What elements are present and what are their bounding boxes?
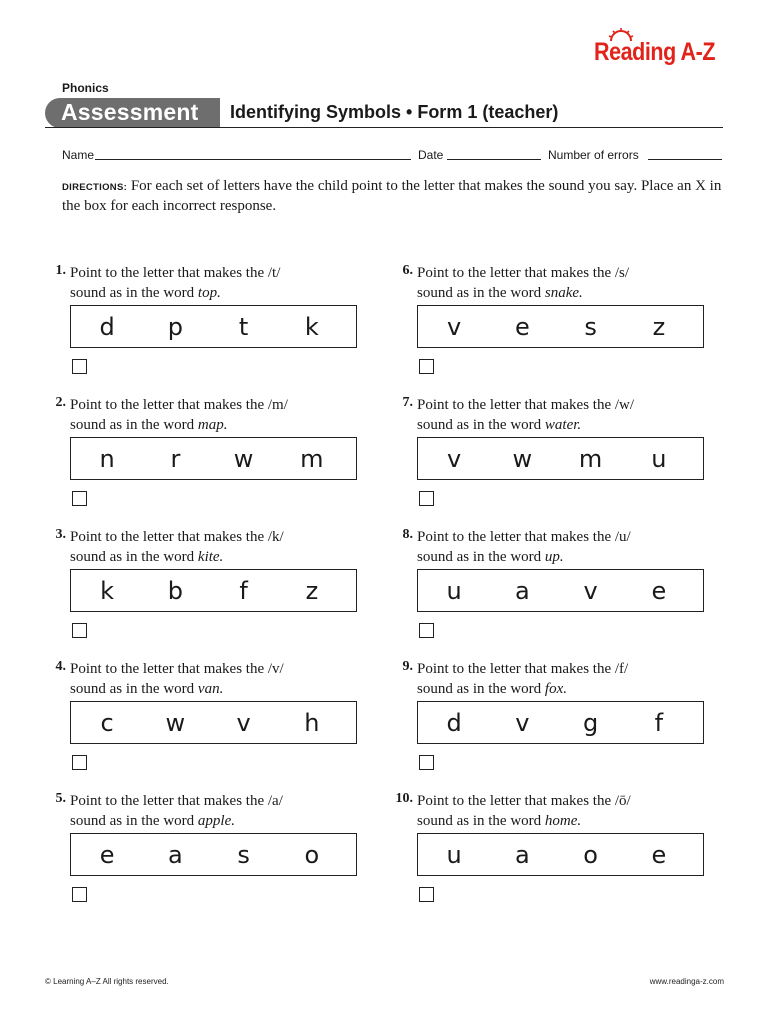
question-prompt: Point to the letter that makes the /ō/ sound as in the word home. [417, 793, 631, 829]
letter-choice[interactable]: z [305, 576, 319, 605]
question-prompt: Point to the letter that makes the /m/ sound as in the word map. [70, 397, 288, 433]
error-checkbox[interactable] [72, 623, 87, 638]
question-number: 7. [402, 395, 413, 410]
question-number: 3. [55, 527, 66, 542]
question-prompt: Point to the letter that makes the /w/ sound as in the word water. [417, 397, 635, 433]
assessment-tab [45, 98, 220, 128]
subject-label: Phonics [62, 81, 109, 95]
letter-choice[interactable]: e [651, 840, 667, 869]
letter-choice[interactable]: c [100, 708, 114, 737]
letter-choice[interactable]: s [237, 840, 250, 869]
letter-choices [70, 701, 357, 744]
error-checkbox[interactable] [72, 887, 87, 902]
error-checkbox[interactable] [419, 755, 434, 770]
reading-az-logo [594, 28, 726, 72]
question-number: 8. [402, 527, 413, 542]
question-number: 2. [55, 395, 66, 410]
footer-copyright: © Learning A–Z All rights reserved. [45, 977, 169, 986]
question-prompt: Point to the letter that makes the /s/ sound as in the word snake. [417, 265, 630, 301]
letter-choice[interactable]: p [167, 312, 183, 341]
letter-choice[interactable]: o [583, 840, 598, 869]
date-label: Date [418, 148, 444, 162]
letter-choice[interactable]: o [304, 840, 320, 869]
letter-choice[interactable]: t [238, 312, 249, 341]
letter-choice[interactable]: v [236, 708, 251, 737]
letter-choice[interactable]: v [447, 312, 462, 341]
question-prompt: Point to the letter that makes the /u/ sound as in the word up. [417, 529, 631, 565]
question-number: 5. [55, 791, 66, 806]
letter-choice[interactable]: u [446, 576, 462, 605]
question-prompt: Point to the letter that makes the /t/ sound as in the word top. [70, 265, 281, 301]
letter-choice[interactable]: s [584, 312, 597, 341]
letter-choice[interactable]: n [99, 444, 115, 473]
letter-choice[interactable]: k [304, 312, 319, 341]
letter-choice[interactable]: b [167, 576, 183, 605]
letter-choice[interactable]: z [652, 312, 666, 341]
letter-choice[interactable]: v [447, 444, 462, 473]
letter-choice[interactable]: w [512, 444, 533, 473]
letter-choice[interactable]: a [168, 840, 183, 869]
letter-choices [70, 569, 357, 612]
letter-choice[interactable]: m [300, 444, 324, 473]
letter-choice[interactable]: e [651, 576, 667, 605]
letter-choice[interactable]: u [446, 840, 462, 869]
letter-choice[interactable]: k [100, 576, 115, 605]
page-title: Identifying Symbols • Form 1 (teacher) [230, 102, 559, 122]
letter-choices [70, 833, 357, 876]
letter-choice[interactable]: w [233, 444, 254, 473]
directions [62, 177, 722, 216]
letter-choice[interactable]: f [654, 708, 664, 737]
name-label: Name [62, 148, 95, 162]
letter-choice[interactable]: d [99, 312, 115, 341]
question-number: 9. [402, 659, 413, 674]
letter-choice[interactable]: w [165, 708, 186, 737]
letter-choice[interactable]: e [514, 312, 530, 341]
directions-label: DIRECTIONS: [62, 182, 128, 193]
question-prompt: Point to the letter that makes the /k/ sound as in the word kite. [70, 529, 284, 565]
error-checkbox[interactable] [419, 491, 434, 506]
letter-choices [417, 437, 704, 480]
letter-choice[interactable]: r [170, 444, 181, 473]
date-field[interactable] [447, 159, 541, 160]
footer-url[interactable]: www.readinga-z.com [649, 977, 724, 986]
letter-choice[interactable]: g [583, 708, 599, 737]
question-number: 6. [402, 263, 413, 278]
error-checkbox[interactable] [72, 491, 87, 506]
error-checkbox[interactable] [419, 623, 434, 638]
letter-choice[interactable]: v [515, 708, 530, 737]
question-number: 10. [395, 791, 413, 806]
letter-choice[interactable]: e [99, 840, 115, 869]
letter-choices [417, 701, 704, 744]
name-field[interactable] [95, 159, 411, 160]
letter-choice[interactable]: v [583, 576, 598, 605]
letter-choice[interactable]: f [239, 576, 248, 605]
errors-field[interactable] [648, 159, 722, 160]
error-checkbox[interactable] [419, 887, 434, 902]
question-prompt: Point to the letter that makes the /f/ sound as in the word fox. [417, 661, 629, 697]
letter-choices [417, 833, 704, 876]
letter-choice[interactable]: a [515, 840, 530, 869]
question-number: 4. [55, 659, 66, 674]
logo-text: Reading A-Z [594, 38, 716, 66]
letter-choice[interactable]: u [651, 444, 667, 473]
question-prompt: Point to the letter that makes the /a/ sound as in the word apple. [70, 793, 283, 829]
letter-choice[interactable]: h [304, 708, 320, 737]
letter-choice[interactable]: m [578, 444, 603, 473]
errors-label: Number of errors [548, 148, 639, 162]
letter-choices [417, 305, 704, 348]
error-checkbox[interactable] [419, 359, 434, 374]
question-number: 1. [55, 263, 66, 278]
letter-choices [70, 305, 357, 348]
error-checkbox[interactable] [72, 755, 87, 770]
question-prompt: Point to the letter that makes the /v/ sound as in the word van. [70, 661, 284, 697]
header-rule [45, 127, 723, 128]
letter-choices [417, 569, 704, 612]
assessment-tab-label: Assessment [61, 99, 199, 125]
letter-choice[interactable]: a [515, 576, 530, 605]
letter-choice[interactable]: d [446, 708, 462, 737]
error-checkbox[interactable] [72, 359, 87, 374]
directions-text: For each set of letters have the child point to the letter that makes the sound you say. Place an X in the box for each incorrect response. [62, 178, 722, 214]
letter-choices [70, 437, 357, 480]
